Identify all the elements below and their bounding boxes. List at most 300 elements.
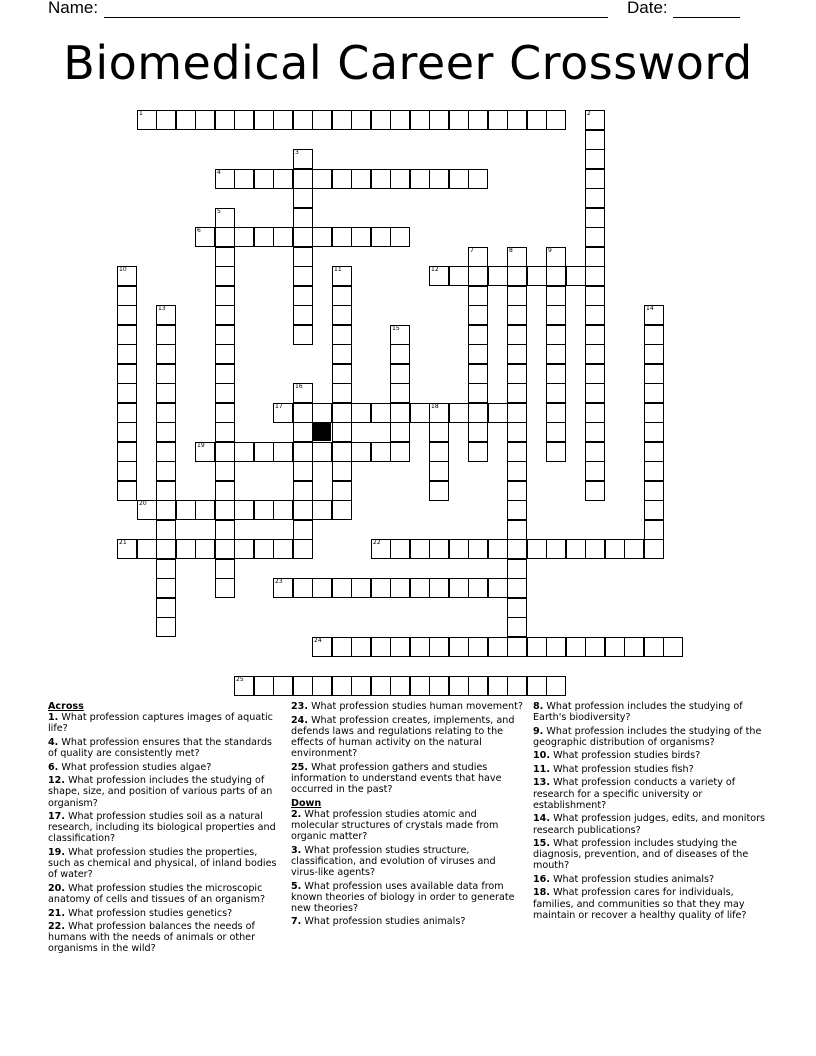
grid-cell[interactable] — [488, 539, 508, 559]
grid-cell[interactable] — [507, 520, 527, 540]
grid-cell[interactable] — [546, 676, 566, 696]
grid-cell[interactable] — [195, 227, 215, 247]
grid-cell[interactable] — [410, 403, 430, 423]
grid-cell[interactable] — [429, 637, 449, 657]
grid-cell[interactable] — [546, 344, 566, 364]
grid-cell[interactable] — [644, 305, 664, 325]
grid-cell[interactable] — [644, 500, 664, 520]
grid-cell[interactable] — [215, 247, 235, 267]
grid-cell[interactable] — [312, 637, 332, 657]
grid-cell[interactable] — [117, 364, 137, 384]
grid-cell[interactable] — [273, 227, 293, 247]
grid-cell[interactable] — [195, 500, 215, 520]
grid-cell[interactable] — [527, 266, 547, 286]
grid-cell[interactable] — [468, 637, 488, 657]
grid-cell[interactable] — [468, 325, 488, 345]
grid-cell[interactable] — [371, 637, 391, 657]
grid-cell[interactable] — [332, 169, 352, 189]
grid-cell[interactable] — [254, 169, 274, 189]
grid-cell[interactable] — [468, 344, 488, 364]
grid-cell[interactable] — [254, 442, 274, 462]
grid-cell[interactable] — [546, 286, 566, 306]
grid-cell[interactable] — [156, 422, 176, 442]
grid-cell[interactable] — [156, 500, 176, 520]
grid-cell[interactable] — [371, 578, 391, 598]
grid-cell[interactable] — [468, 110, 488, 130]
grid-cell[interactable] — [527, 539, 547, 559]
grid-cell[interactable] — [312, 227, 332, 247]
grid-cell[interactable] — [117, 305, 137, 325]
grid-cell[interactable] — [410, 169, 430, 189]
grid-cell[interactable] — [293, 520, 313, 540]
grid-cell[interactable] — [234, 227, 254, 247]
grid-cell[interactable] — [507, 364, 527, 384]
grid-cell[interactable] — [351, 676, 371, 696]
grid-cell[interactable] — [449, 169, 469, 189]
grid-cell[interactable] — [117, 403, 137, 423]
grid-cell[interactable] — [449, 676, 469, 696]
grid-cell[interactable] — [156, 110, 176, 130]
grid-cell[interactable] — [488, 403, 508, 423]
grid-cell[interactable] — [488, 266, 508, 286]
grid-cell[interactable] — [527, 110, 547, 130]
grid-cell[interactable] — [546, 364, 566, 384]
grid-cell[interactable] — [234, 500, 254, 520]
grid-cell[interactable] — [468, 578, 488, 598]
grid-cell[interactable] — [332, 227, 352, 247]
grid-cell[interactable] — [546, 422, 566, 442]
grid-cell[interactable] — [468, 442, 488, 462]
grid-cell[interactable] — [195, 110, 215, 130]
grid-cell[interactable] — [293, 676, 313, 696]
grid-cell[interactable] — [507, 403, 527, 423]
grid-cell[interactable] — [215, 500, 235, 520]
grid-cell[interactable] — [488, 637, 508, 657]
grid-cell[interactable] — [234, 169, 254, 189]
grid-cell[interactable] — [585, 149, 605, 169]
grid-cell[interactable] — [332, 383, 352, 403]
grid-cell[interactable] — [312, 500, 332, 520]
grid-cell[interactable] — [117, 344, 137, 364]
grid-cell[interactable] — [273, 442, 293, 462]
grid-cell[interactable] — [332, 305, 352, 325]
grid-cell[interactable] — [293, 461, 313, 481]
grid-cell[interactable] — [215, 559, 235, 579]
grid-cell[interactable] — [644, 481, 664, 501]
grid-cell[interactable] — [585, 305, 605, 325]
grid-cell[interactable] — [605, 539, 625, 559]
grid-cell[interactable] — [410, 578, 430, 598]
grid-cell[interactable] — [215, 286, 235, 306]
grid-cell[interactable] — [254, 227, 274, 247]
grid-cell[interactable] — [468, 403, 488, 423]
grid-cell[interactable] — [215, 305, 235, 325]
grid-cell[interactable] — [546, 247, 566, 267]
grid-cell[interactable] — [371, 227, 391, 247]
grid-cell[interactable] — [605, 637, 625, 657]
grid-cell[interactable] — [332, 110, 352, 130]
grid-cell[interactable] — [351, 637, 371, 657]
grid-cell[interactable] — [527, 676, 547, 696]
grid-cell[interactable] — [293, 208, 313, 228]
grid-cell[interactable] — [332, 637, 352, 657]
grid-cell[interactable] — [215, 344, 235, 364]
grid-cell[interactable] — [507, 442, 527, 462]
grid-cell[interactable] — [293, 403, 313, 423]
grid-cell[interactable] — [312, 110, 332, 130]
grid-cell[interactable] — [215, 208, 235, 228]
grid-cell[interactable] — [585, 247, 605, 267]
grid-cell[interactable] — [273, 500, 293, 520]
grid-cell[interactable] — [488, 110, 508, 130]
grid-cell[interactable] — [332, 403, 352, 423]
grid-cell[interactable] — [507, 383, 527, 403]
grid-cell[interactable] — [566, 266, 586, 286]
grid-cell[interactable] — [644, 325, 664, 345]
grid-cell[interactable] — [663, 637, 683, 657]
grid-cell[interactable] — [546, 383, 566, 403]
grid-cell[interactable] — [293, 442, 313, 462]
grid-cell[interactable] — [527, 637, 547, 657]
grid-cell[interactable] — [215, 266, 235, 286]
grid-cell[interactable] — [351, 578, 371, 598]
grid-cell[interactable] — [293, 500, 313, 520]
grid-cell[interactable] — [410, 539, 430, 559]
grid-cell[interactable] — [273, 676, 293, 696]
grid-cell[interactable] — [468, 383, 488, 403]
grid-cell[interactable] — [507, 481, 527, 501]
grid-cell[interactable] — [644, 344, 664, 364]
grid-cell[interactable] — [332, 442, 352, 462]
grid-cell[interactable] — [215, 422, 235, 442]
grid-cell[interactable] — [624, 539, 644, 559]
grid-cell[interactable] — [117, 422, 137, 442]
grid-cell[interactable] — [371, 169, 391, 189]
grid-cell[interactable] — [215, 442, 235, 462]
grid-cell[interactable] — [390, 442, 410, 462]
grid-cell[interactable] — [507, 637, 527, 657]
grid-cell[interactable] — [468, 266, 488, 286]
grid-cell[interactable] — [585, 364, 605, 384]
grid-cell[interactable] — [293, 578, 313, 598]
grid-cell[interactable] — [410, 637, 430, 657]
grid-cell[interactable] — [293, 149, 313, 169]
grid-cell[interactable] — [507, 325, 527, 345]
grid-cell[interactable] — [332, 325, 352, 345]
grid-cell[interactable] — [351, 442, 371, 462]
grid-cell[interactable] — [156, 364, 176, 384]
grid-cell[interactable] — [468, 247, 488, 267]
grid-cell[interactable] — [429, 442, 449, 462]
grid-cell[interactable] — [546, 442, 566, 462]
grid-cell[interactable] — [644, 442, 664, 462]
grid-cell[interactable] — [293, 305, 313, 325]
grid-cell[interactable] — [117, 442, 137, 462]
grid-cell[interactable] — [273, 539, 293, 559]
grid-cell[interactable] — [371, 110, 391, 130]
grid-cell[interactable] — [293, 266, 313, 286]
grid-cell[interactable] — [215, 383, 235, 403]
grid-cell[interactable] — [390, 344, 410, 364]
grid-cell[interactable] — [546, 539, 566, 559]
grid-cell[interactable] — [449, 578, 469, 598]
grid-cell[interactable] — [468, 169, 488, 189]
grid-cell[interactable] — [585, 208, 605, 228]
grid-cell[interactable] — [644, 364, 664, 384]
grid-cell[interactable] — [468, 539, 488, 559]
grid-cell[interactable] — [507, 617, 527, 637]
grid-cell[interactable] — [546, 305, 566, 325]
grid-cell[interactable] — [624, 637, 644, 657]
grid-cell[interactable] — [312, 578, 332, 598]
grid-cell[interactable] — [312, 403, 332, 423]
grid-cell[interactable] — [429, 539, 449, 559]
grid-cell[interactable] — [332, 422, 352, 442]
grid-cell[interactable] — [293, 247, 313, 267]
grid-cell[interactable] — [215, 481, 235, 501]
grid-cell[interactable] — [390, 539, 410, 559]
grid-cell[interactable] — [156, 344, 176, 364]
grid-cell[interactable] — [585, 461, 605, 481]
grid-cell[interactable] — [507, 559, 527, 579]
grid-cell[interactable] — [215, 110, 235, 130]
grid-cell[interactable] — [585, 539, 605, 559]
grid-cell[interactable] — [215, 227, 235, 247]
grid-cell[interactable] — [273, 578, 293, 598]
grid-cell[interactable] — [390, 169, 410, 189]
grid-cell[interactable] — [390, 110, 410, 130]
grid-cell[interactable] — [449, 266, 469, 286]
grid-cell[interactable] — [488, 578, 508, 598]
grid-cell[interactable] — [195, 539, 215, 559]
grid-cell[interactable] — [156, 325, 176, 345]
grid-cell[interactable] — [117, 286, 137, 306]
grid-cell[interactable] — [117, 539, 137, 559]
grid-cell[interactable] — [644, 383, 664, 403]
grid-cell[interactable] — [507, 539, 527, 559]
grid-cell[interactable] — [507, 676, 527, 696]
grid-cell[interactable] — [332, 500, 352, 520]
grid-cell[interactable] — [117, 481, 137, 501]
grid-cell[interactable] — [644, 637, 664, 657]
grid-cell[interactable] — [566, 539, 586, 559]
grid-cell[interactable] — [488, 676, 508, 696]
grid-cell[interactable] — [156, 305, 176, 325]
grid-cell[interactable] — [429, 422, 449, 442]
grid-cell[interactable] — [585, 344, 605, 364]
grid-cell[interactable] — [273, 169, 293, 189]
grid-cell[interactable] — [507, 286, 527, 306]
grid-cell[interactable] — [215, 461, 235, 481]
grid-cell[interactable] — [332, 461, 352, 481]
grid-cell[interactable] — [117, 383, 137, 403]
grid-cell[interactable] — [390, 403, 410, 423]
grid-cell[interactable] — [293, 110, 313, 130]
grid-cell[interactable] — [390, 676, 410, 696]
grid-cell[interactable] — [215, 403, 235, 423]
grid-cell[interactable] — [585, 325, 605, 345]
grid-cell[interactable] — [371, 539, 391, 559]
grid-cell[interactable] — [176, 539, 196, 559]
grid-cell[interactable] — [390, 227, 410, 247]
grid-cell[interactable] — [507, 578, 527, 598]
grid-cell[interactable] — [429, 481, 449, 501]
grid-cell[interactable] — [507, 305, 527, 325]
grid-cell[interactable] — [293, 227, 313, 247]
grid-cell[interactable] — [546, 637, 566, 657]
grid-cell[interactable] — [507, 598, 527, 618]
grid-cell[interactable] — [156, 442, 176, 462]
grid-cell[interactable] — [117, 461, 137, 481]
grid-cell[interactable] — [195, 442, 215, 462]
grid-cell[interactable] — [332, 266, 352, 286]
grid-cell[interactable] — [585, 130, 605, 150]
grid-cell[interactable] — [644, 422, 664, 442]
grid-cell[interactable] — [351, 169, 371, 189]
grid-cell[interactable] — [644, 461, 664, 481]
grid-cell[interactable] — [351, 403, 371, 423]
grid-cell[interactable] — [332, 578, 352, 598]
grid-cell[interactable] — [390, 325, 410, 345]
grid-cell[interactable] — [585, 403, 605, 423]
grid-cell[interactable] — [254, 539, 274, 559]
grid-cell[interactable] — [156, 461, 176, 481]
grid-cell[interactable] — [117, 266, 137, 286]
grid-cell[interactable] — [429, 461, 449, 481]
grid-cell[interactable] — [137, 110, 157, 130]
grid-cell[interactable] — [312, 169, 332, 189]
grid-cell[interactable] — [585, 227, 605, 247]
grid-cell[interactable] — [351, 110, 371, 130]
grid-cell[interactable] — [254, 500, 274, 520]
grid-cell[interactable] — [507, 422, 527, 442]
grid-cell[interactable] — [429, 578, 449, 598]
grid-cell[interactable] — [429, 169, 449, 189]
grid-cell[interactable] — [585, 169, 605, 189]
grid-cell[interactable] — [371, 676, 391, 696]
grid-cell[interactable] — [215, 169, 235, 189]
grid-cell[interactable] — [390, 578, 410, 598]
grid-cell[interactable] — [390, 637, 410, 657]
grid-cell[interactable] — [371, 442, 391, 462]
grid-cell[interactable] — [585, 266, 605, 286]
grid-cell[interactable] — [507, 461, 527, 481]
grid-cell[interactable] — [234, 539, 254, 559]
grid-cell[interactable] — [332, 344, 352, 364]
grid-cell[interactable] — [215, 578, 235, 598]
grid-cell[interactable] — [507, 266, 527, 286]
grid-cell[interactable] — [332, 286, 352, 306]
grid-cell[interactable] — [429, 110, 449, 130]
grid-cell[interactable] — [137, 539, 157, 559]
grid-cell[interactable] — [585, 383, 605, 403]
grid-cell[interactable] — [468, 364, 488, 384]
grid-cell[interactable] — [429, 266, 449, 286]
grid-cell[interactable] — [507, 110, 527, 130]
grid-cell[interactable] — [215, 520, 235, 540]
grid-cell[interactable] — [585, 481, 605, 501]
grid-cell[interactable] — [351, 227, 371, 247]
grid-cell[interactable] — [429, 403, 449, 423]
grid-cell[interactable] — [449, 637, 469, 657]
grid-cell[interactable] — [507, 500, 527, 520]
grid-cell[interactable] — [566, 637, 586, 657]
grid-cell[interactable] — [546, 325, 566, 345]
grid-cell[interactable] — [644, 403, 664, 423]
grid-cell[interactable] — [585, 286, 605, 306]
grid-cell[interactable] — [293, 325, 313, 345]
grid-cell[interactable] — [234, 442, 254, 462]
grid-cell[interactable] — [644, 520, 664, 540]
grid-cell[interactable] — [390, 364, 410, 384]
grid-cell[interactable] — [254, 676, 274, 696]
grid-cell[interactable] — [156, 598, 176, 618]
grid-cell[interactable] — [293, 188, 313, 208]
grid-cell[interactable] — [156, 559, 176, 579]
grid-cell[interactable] — [293, 422, 313, 442]
grid-cell[interactable] — [332, 676, 352, 696]
grid-cell[interactable] — [137, 500, 157, 520]
grid-cell[interactable] — [312, 676, 332, 696]
grid-cell[interactable] — [156, 617, 176, 637]
grid-cell[interactable] — [156, 383, 176, 403]
grid-cell[interactable] — [585, 637, 605, 657]
grid-cell[interactable] — [390, 422, 410, 442]
grid-cell[interactable] — [293, 481, 313, 501]
grid-cell[interactable] — [176, 110, 196, 130]
grid-cell[interactable] — [410, 676, 430, 696]
grid-cell[interactable] — [585, 422, 605, 442]
grid-cell[interactable] — [156, 481, 176, 501]
grid-cell[interactable] — [429, 676, 449, 696]
grid-cell[interactable] — [449, 110, 469, 130]
grid-cell[interactable] — [546, 110, 566, 130]
grid-cell[interactable] — [332, 364, 352, 384]
grid-cell[interactable] — [507, 247, 527, 267]
grid-cell[interactable] — [156, 520, 176, 540]
grid-cell[interactable] — [156, 578, 176, 598]
grid-cell[interactable] — [507, 344, 527, 364]
grid-cell[interactable] — [273, 403, 293, 423]
grid-cell[interactable] — [293, 383, 313, 403]
grid-cell[interactable] — [546, 266, 566, 286]
grid-cell[interactable] — [312, 442, 332, 462]
grid-cell[interactable] — [449, 403, 469, 423]
grid-cell[interactable] — [215, 539, 235, 559]
grid-cell[interactable] — [234, 110, 254, 130]
grid-cell[interactable] — [585, 442, 605, 462]
grid-cell[interactable] — [468, 676, 488, 696]
grid-cell[interactable] — [215, 364, 235, 384]
grid-cell[interactable] — [156, 403, 176, 423]
grid-cell[interactable] — [390, 383, 410, 403]
grid-cell[interactable] — [176, 500, 196, 520]
grid-cell[interactable] — [410, 110, 430, 130]
grid-cell[interactable] — [293, 286, 313, 306]
grid-cell[interactable] — [117, 325, 137, 345]
grid-cell[interactable] — [254, 110, 274, 130]
grid-cell[interactable] — [332, 481, 352, 501]
grid-cell[interactable] — [468, 286, 488, 306]
grid-cell[interactable] — [273, 110, 293, 130]
grid-cell[interactable] — [234, 676, 254, 696]
grid-cell[interactable] — [293, 169, 313, 189]
grid-cell[interactable] — [215, 325, 235, 345]
grid-cell[interactable] — [293, 539, 313, 559]
grid-cell[interactable] — [585, 188, 605, 208]
grid-cell[interactable] — [644, 539, 664, 559]
grid-cell[interactable] — [156, 539, 176, 559]
